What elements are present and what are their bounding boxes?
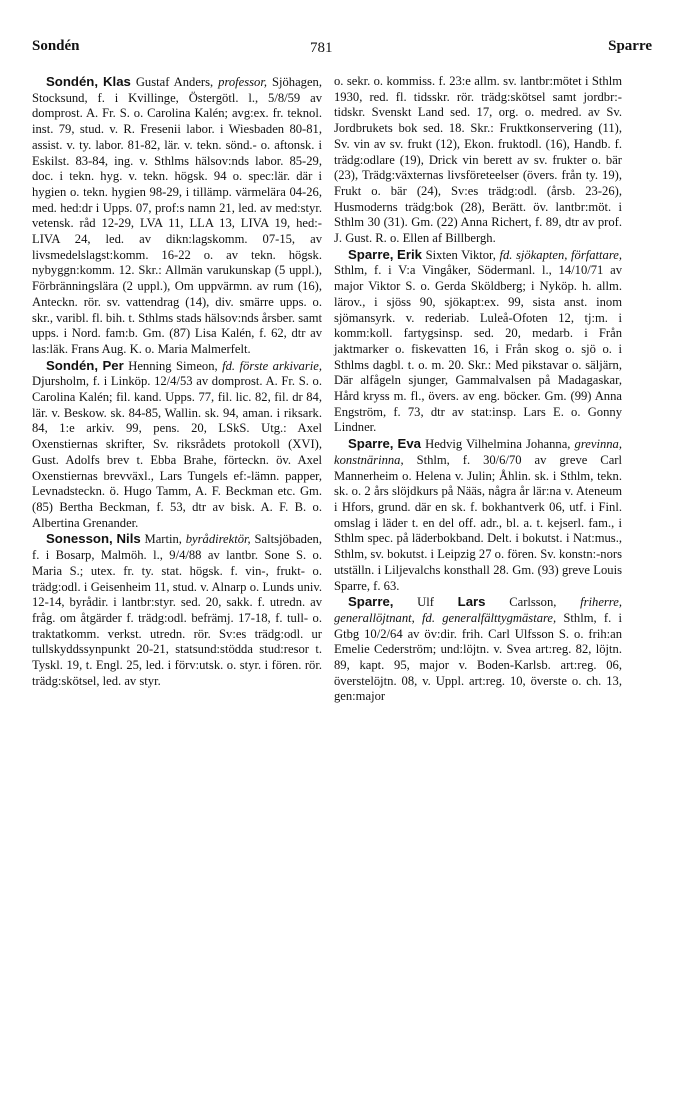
entry-given-name: Erik [397,246,422,262]
running-head [32,38,652,60]
entry-sonden-klas [32,74,322,358]
entry-body: Djursholm, f. i Linköp. 12/4/53 av domprost. A. Fr. S. o. Carolina Kalén; fil. kand. Upps. 77, fil. lic. 82, fil. dr 84, lär. v. Beskow. sk. 84-85, Wallin. sk. 94, aman. i riksark. 84, 1:e arkiv. 99, pens. 20, LSkS. Utg.: Axel Oxenstiernas skrifter, Sv. riksrådets protokoll (XVI), Gust. Adolfs brev t. Ebba Brahe, förteckn. öv. Axel Oxenstiernas brevväxl., Lars Tungels ef:-lämn. papper, Levnadsteckn. ö. Hugo Tamm, A. F. Beckman etc. Gm. (85) Bertha Beckman, f. 53, dtr av bisk. A. F. B. o. Albertina Grenander. [32,374,322,530]
header-right-word: Sparre [608,38,652,54]
entry-given-pre: Ulf [393,595,458,610]
entry-surname: Sondén, [46,74,99,89]
entry-body: Sthlm, f. i Gtbg 10/2/64 av öv:dir. frih. Carl Ulfsson S. o. frih:an Emelie Cederström; und:löjtn. v. Svea art:reg. 82, löjtn. 89, kapt. 95, major v. Boden-Karlsb. art:reg. 06, överstelöjtn. 08, v. Uppl. art:reg. 10, överste o. ch. 13, gen:major [334,610,623,704]
entry-surname: Sondén, [46,357,99,373]
entry-given-rest: Henning Simeon, [123,358,223,373]
entry-title: fd. sjökapten, författare, [499,247,622,262]
entry-surname: Sonesson, [46,531,113,547]
entry-title: fd. förste arkivarie, [222,358,322,373]
entry-sparre-eva [334,436,622,594]
entry-given-rest: Carlsson, [485,595,581,610]
entry-surname: Sparre, [348,246,394,262]
entry-sonden-per [32,358,322,532]
entry-body: Sjöhagen, Stocksund, f. i Kvillinge, Östergötl. l., 5/8/59 av domprost. A. Fr. S. o. Carolina Kalén; avg:ex. fr. teknol. inst. 79, stud. v. R. Fresenii labor. i Wiesbaden 80-81, assist. v. ty. labor. 81-82, lär. v. tekn. sönd.- o. aftonsk. i Eskilst. 83-84, ing. v. Sthlms hälsov:nds labor. 85-29, doc. i tekn. hyg. v. tekn. högsk. 94 o. spec:lär. där i hygien o. tekn. hygien 98-29, i tillämp. värmelära 04-26, med. hed:dr i Upps. 07, prof:s namn 21, led. av med:styr. vetensk. råd 12-29, LVA 11, LLA 13, LIVA 19, hed:-LIVA 24, led. av dikn:lagskomm. 07-15, av livsmedelslagst:komm. 16-22 o. av tekn. högsk. nybyggn:komm. 12. Skr.: Allmän varukunskap (5 uppl.), Förbränningslära (2 uppl.), Om uppvärmn. av rum (16), Anteckn. rör. sv. vattendrag (14), div. smärre upps. o. skr., varibl. fl. bih. t. Sthlms stads hälsov:nds årsber. samt upps. i Nord. fam:b. Gm. (87) Lisa Kalén, f. 62, dtr av las:läk. Frans Aug. K. o. Maria Malmerfelt. [32,75,322,356]
entry-title: professor, [218,75,268,89]
entry-title: friherre, generallöjtnant, fd. generalfälttygmästare, [334,595,622,625]
entry-given-rest: Gustaf Anders, [130,75,219,89]
entry-given-name: Lars [457,594,486,610]
entry-body: Saltsjöbaden, f. i Bosarp, Malmöh. l., 9/4/88 av lantbr. Sone S. o. Maria S.; utex. fr. ty. stat. högsk. f. vin-, frukt- o. trädg:odl. i Geisenheim 11, stud. v. Alnarp o. Lunds univ. 12-14, byrådir. i lantbr:styr. sed. 20, sakk. f. utredn. av fråg. om åtgärder f. trädg:odl. befrämj. 17-18, f. tull- o. traktatkomm. verkst. utredn. rör. Sv:es trädg:odl. ur tullskyddssynpunkt 20-21, statsund:stödda stud:resor t. Tyskl. 19, t. Engl. 25, led. i förv:utsk. o. styr. i fören. rör. trädg:skötsel, led. av styr. [32,532,322,688]
entry-surname: Sparre, [348,436,394,452]
page-number: 781 [310,40,333,56]
left-column [32,74,322,689]
entry-given-name: Per [102,357,124,373]
header-left-word: Sondén [32,38,80,54]
continuation-text: o. sekr. o. kommiss. f. 23:e allm. sv. lantbr:mötet i Sthlm 1930, red. fl. tidsskr. rör. trädg:skötsel samt jordbr:-tidskr. Svenskt Land sed. 17, org. o. medred. av Sv. Jordbrukets bok sed. 18. Skr.: Fruktkonservering (11), Sv. vin av sv. frukt (12), Ekon. fruktodl. (16), Handb. f. trädg:odlare (19), Drick vin berett av sv. frukter o. bär (23), Trädg:växternas livsföreteelser (övers. från ty. 19), Frukt o. bär (24), Sv:es trädg:odl. (årsb. 23-26), Husmoderns trädg:bok (28), Berätt. öv. lantbr:möt. i Sthlm 30 (31). Gm. (22) Anna Richert, f. 89, dtr av prof. J. Gust. R. o. Ellen af Billbergh. [334,74,622,246]
entry-given-name: Klas [103,74,131,89]
entry-given-name: Nils [116,531,141,547]
entry-title: byrådirektör, [185,532,251,547]
entry-title: grevinna, konstnärinna, [334,437,622,467]
entry-given-rest: Hedvig Vilhelmina Johanna, [421,437,575,452]
right-column [334,74,622,705]
entry-body: Sthlm, f. 30/6/70 av greve Carl Mannerheim o. Helena v. Julin; Åhlin. sk. i Sthlm, tekn. sk. o. 2 års slöjdkurs på Nääs, några år lär:na v. Ateneum i Hfors, grund. där en sk. f. bokhantverk 06, utf. i Finl. omslag i läder t. en del off. adr., bl. a. t. kejserl. fam., i Sthlm spec. på läderbokband. Delt. i bokutst. i Nat:mus., Sthlm, sv. bokutst. i Leipzig 27 o. fören. Sv. konstn:-nors utställn. i Liljevalchs konsthall 28. Gm. (93) greve Louis Sparre, f. 63. [334,452,622,593]
entry-given-rest: Sixten Viktor, [421,247,500,262]
entry-sonesson-nils [32,531,322,689]
entry-sparre-lars [334,594,622,705]
entry-body: Sthlm, f. i V:a Vingåker, Södermanl. l., 14/10/71 av major Viktor S. o. Gerda Sköldberg; i Nyköp. h. allm. lärov., i sjöss 90, sjökapt:ex. 99, sista anst. inom sjömansyrk. v. rederiab. Luleå-Ofoten 12, tj:m. i komm:koll. fartygsinsp. sed. 20, medarb. i Från jaktmarker o. fiskevatten 16, i Från skog o. sjö o. i Sthlms dagbl. t. o. m. 20. Skr.: Med pikstavar o. säljärn, Där alfågeln sjunger, Gammalvalsen på Madagaskar, Hård kryss m. fl., övers. av eng. böcker. Gm. (99) Anna Engström, f. 73, dtr av stat:insp. Lars E. o. Gonny Lindner. [334,263,622,435]
entry-surname: Sparre, [348,594,394,610]
entry-given-name: Eva [397,436,422,452]
entry-given-rest: Martin, [140,532,186,547]
entry-sparre-erik [334,247,622,436]
